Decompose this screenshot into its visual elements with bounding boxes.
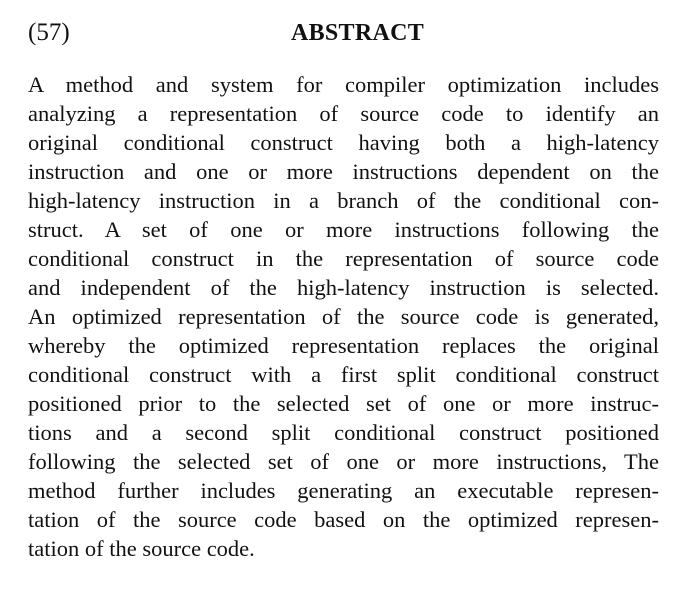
abstract-line: method further includes generating an executable represen- xyxy=(28,478,659,503)
abstract-header xyxy=(28,16,655,50)
abstract-line: following the selected set of one or more instructions, The xyxy=(28,449,659,474)
abstract-line: conditional construct in the representation of source code xyxy=(28,246,659,271)
abstract-line: positioned prior to the selected set of one or more instruc- xyxy=(28,391,659,416)
abstract-line: instruction and one or more instructions dependent on the xyxy=(28,159,659,184)
abstract-line: whereby the optimized representation replaces the original xyxy=(28,333,659,358)
abstract-line: tation of the source code based on the optimized represen- xyxy=(28,507,659,532)
section-code: (57) xyxy=(28,19,70,46)
abstract-line: A method and system for compiler optimization includes xyxy=(28,72,659,97)
abstract-line: An optimized representation of the source code is generated, xyxy=(28,304,659,329)
abstract-line: tation of the source code. xyxy=(28,536,255,561)
abstract-line: high-latency instruction in a branch of the conditional con- xyxy=(28,188,659,213)
abstract-line: tions and a second split conditional construct positioned xyxy=(28,420,659,445)
abstract-line: struct. A set of one or more instructions following the xyxy=(28,217,659,242)
abstract-line: original conditional construct having both a high-latency xyxy=(28,130,659,155)
abstract-text xyxy=(28,70,659,563)
abstract-line: analyzing a representation of source code to identify an xyxy=(28,101,659,126)
abstract-line: and independent of the high-latency instruction is selected. xyxy=(28,275,659,300)
abstract-title: ABSTRACT xyxy=(290,20,425,46)
abstract-line: conditional construct with a first split conditional construct xyxy=(28,362,659,387)
